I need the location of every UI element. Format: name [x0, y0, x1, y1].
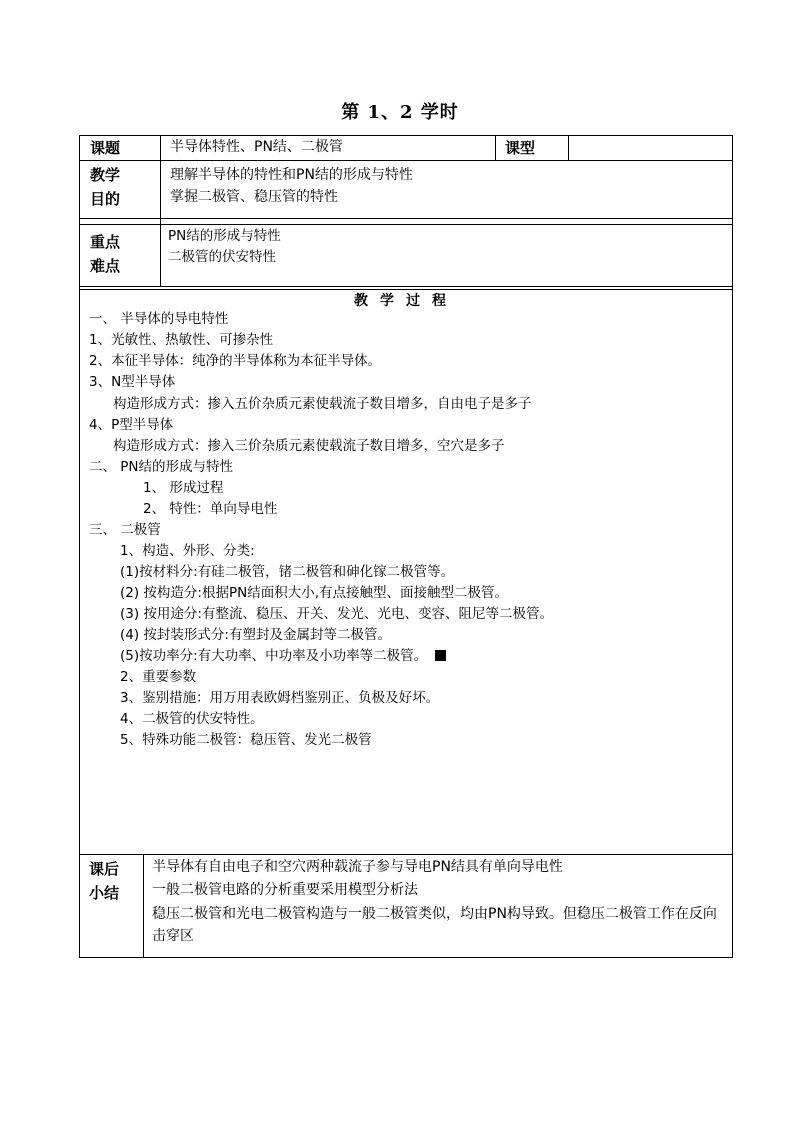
objective-item: 理解半导体的特性和PN结的形成与特性 [170, 167, 413, 183]
column-divider [143, 854, 144, 958]
process-line: 4、二极管的伏安特性。 [120, 711, 264, 727]
process-line: 1、光敏性、热敏性、可掺杂性 [89, 332, 274, 348]
process-line: 构造形成方式：掺入三价杂质元素使载流子数目增多，空穴是多子 [113, 438, 505, 454]
process-title: 教学过程 [354, 293, 458, 309]
summary-item: 稳压二极管和光电二极管构造与一般二极管类似，均由PN构导致。但稳压二极管工作在反向击穿区 [152, 906, 717, 944]
key-point-item: PN结的形成与特性 [168, 228, 281, 244]
objectives-label-line1: 教学 [90, 166, 121, 184]
objectives-label-line2: 目的 [90, 190, 121, 208]
process-line: (2) 按构造分:根据PN结面积大小,有点接触型、面接触型二极管。 [120, 585, 508, 601]
process-line: (3) 按用途分:有整流、稳压、开关、发光、光电、变容、阻尼等二极管。 [120, 606, 553, 622]
process-line: 5、特殊功能二极管：稳压管、发光二极管 [120, 732, 372, 748]
summary-label-line2: 小结 [89, 884, 120, 902]
process-line: (4) 按封装形式分:有塑封及金属封等二极管。 [120, 627, 391, 643]
topic-label: 课题 [90, 139, 121, 157]
row-divider [79, 224, 733, 225]
process-line-with-marker [120, 646, 446, 667]
type-label: 课型 [505, 139, 536, 157]
process-line: 4、P型半导体 [89, 417, 174, 433]
process-line: 三、 二极管 [89, 522, 161, 538]
process-line: (1)按材料分:有硅二极管，锗二极管和砷化镓二极管等。 [120, 564, 455, 580]
column-divider [160, 135, 161, 286]
process-line: 1、构造、外形、分类: [120, 543, 255, 559]
row-divider [79, 286, 733, 287]
column-divider [495, 135, 496, 160]
topic-value: 半导体特性、PN结、二极管 [170, 139, 343, 155]
process-line: 2、本征半导体：纯净的半导体称为本征半导体。 [89, 353, 382, 369]
key-points-label-line2: 难点 [90, 257, 121, 275]
process-line: (5)按功率分:有大功率、中功率及小功率等二极管。 [120, 648, 428, 664]
process-line: 二、 PN结的形成与特性 [89, 459, 234, 475]
process-line: 一、 半导体的导电特性 [89, 311, 229, 327]
row-divider [79, 160, 733, 161]
process-line: 2、重要参数 [120, 669, 197, 685]
page-title: 第 1、2 学时 [341, 102, 459, 123]
process-line: 3、N型半导体 [89, 374, 176, 390]
process-line: 1、 形成过程 [143, 480, 224, 496]
process-line: 2、 特性：单向导电性 [143, 501, 278, 517]
process-line: 构造形成方式：掺入五价杂质元素使载流子数目增多，自由电子是多子 [113, 396, 532, 412]
summary-item: 一般二极管电路的分析重要采用模型分析法 [152, 882, 418, 898]
process-line: 3、鉴别措施：用万用表欧姆档鉴别正、负极及好坏。 [120, 690, 440, 706]
row-divider [79, 218, 733, 219]
key-points-label-line1: 重点 [90, 233, 121, 251]
summary-label-line1: 课后 [89, 860, 120, 878]
column-divider [568, 135, 569, 160]
key-point-item: 二极管的伏安特性 [168, 249, 276, 265]
summary-item: 半导体有自由电子和空穴两种载流子参与导电PN结具有单向导电性 [152, 859, 563, 875]
black-square-icon [435, 650, 446, 661]
objective-item: 掌握二极管、稳压管的特性 [170, 189, 338, 205]
row-divider [79, 854, 733, 855]
